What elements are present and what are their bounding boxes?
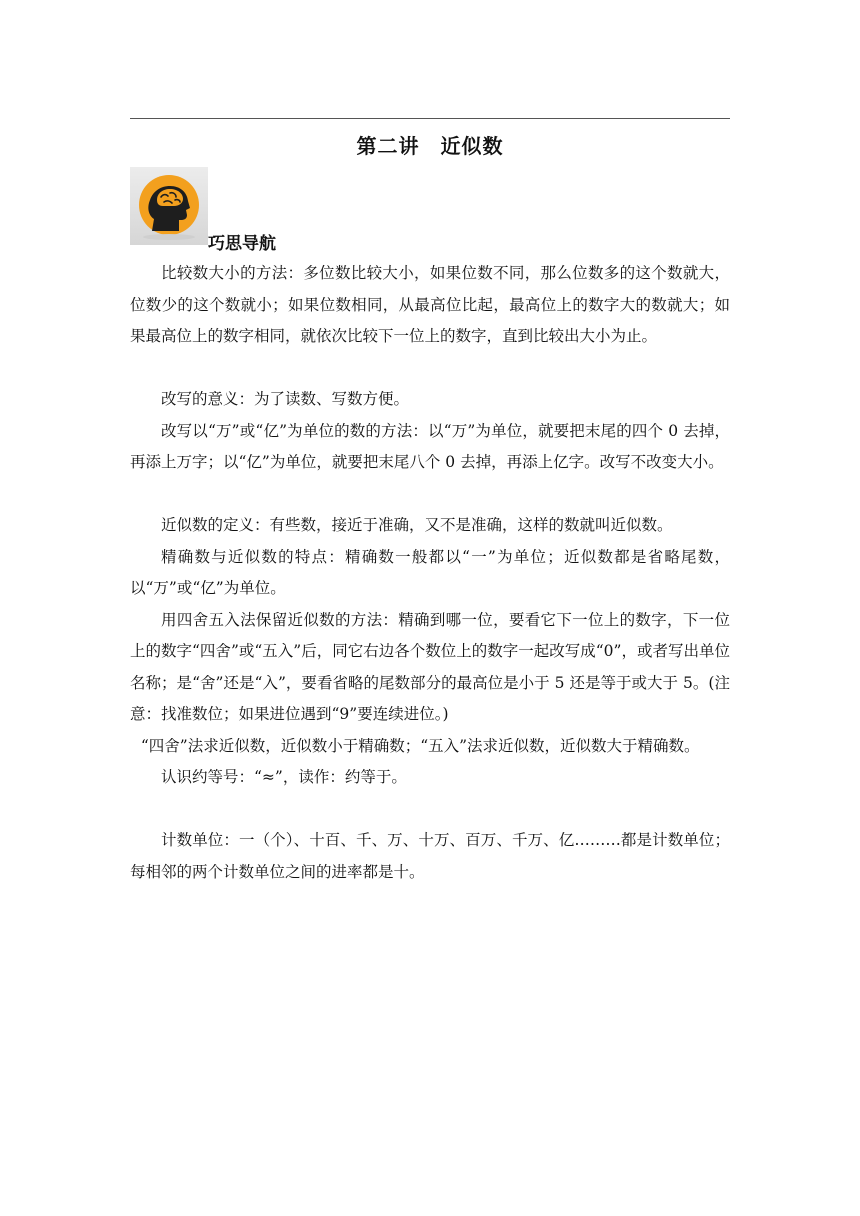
paragraph-rounding-comparison: “四舍”法求近似数，近似数小于精确数；“五入”法求近似数，近似数大于精确数。 — [140, 736, 700, 755]
paragraph-rewrite-method: 改写以“万”或“亿”为单位的数的方法：以“万”为单位，就要把末尾的四个 0 去掉，再添上万字；以“亿”为单位，就要把末尾八个 0 去掉，再添上亿字。改写不改变大小。 — [130, 421, 730, 471]
paragraph-exact-vs-approx: 精确数与近似数的特点：精确数一般都以“一”为单位；近似数都是省略尾数，以“万”或“亿”为单位。 — [130, 547, 730, 597]
paragraph-approx-definition: 近似数的定义：有些数，接近于准确，又不是准确，这样的数就叫近似数。 — [161, 516, 673, 534]
paragraph-compare-numbers: 比较数大小的方法：多位数比较大小，如果位数不同，那么位数多的这个数就大，位数少的这个数就小；如果位数相同，从最高位比起，最高位上的数字大的数就大；如果最高位上的数字相同，就依次比较下一位上的数字，直到比较出大小为止。 — [130, 264, 730, 345]
paragraph-approx-sign: 认识约等号：“≈”，读作：约等于。 — [161, 768, 407, 786]
body-text — [130, 258, 730, 888]
header-rule — [130, 118, 730, 119]
page-title: 第二讲 近似数 — [356, 134, 504, 158]
brain-head-icon — [130, 167, 208, 245]
paragraph-counting-units: 计数单位：一（个）、十百、千、万、十万、百万、千万、亿………都是计数单位；每相邻的两个计数单位之间的进率都是十。 — [130, 831, 730, 881]
paragraph-rewrite-meaning: 改写的意义：为了读数、写数方便。 — [161, 390, 410, 408]
paragraph-rounding-method: 用四舍五入法保留近似数的方法：精确到哪一位，要看它下一位上的数字，下一位上的数字“四舍”或“五入”后，同它右边各个数位上的数字一起改写成“0”，或者写出单位名称；是“舍”还是“入”，要看省略的尾数部分的最高位是小于 5 还是等于或大于 5。(注意：找准数位；如果进位遇到“9”要连续进位。) — [130, 610, 730, 723]
section-heading: 巧思导航 — [208, 234, 276, 254]
